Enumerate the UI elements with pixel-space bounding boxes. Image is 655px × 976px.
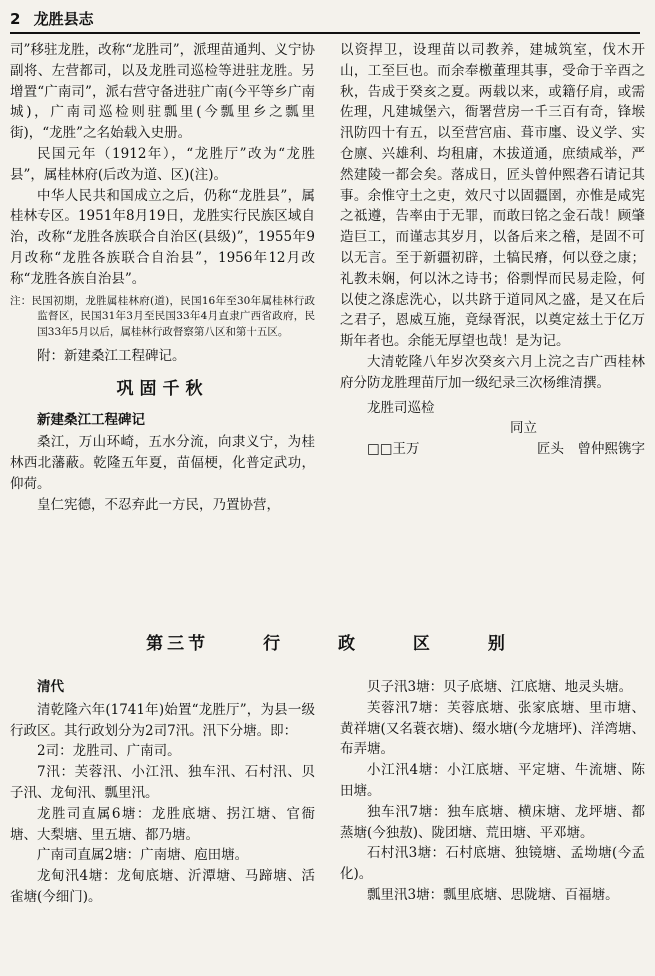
paragraph: 小江汛4塘：小江底塘、平定塘、牛流塘、陈田塘。 <box>340 762 645 799</box>
paragraph: 2司：龙胜司、广南司。 <box>37 743 181 760</box>
paragraph: 芙蓉汛7塘：芙蓉底塘、张家底塘、里市塘、黄祥塘(又名蓑衣塘)、缀水塘(今龙塘坪)、洋湾塘、布弄塘。 <box>340 699 645 758</box>
inscription-motto: 巩固千秋 <box>116 378 209 399</box>
section-title <box>0 629 655 654</box>
page-number: 2 <box>10 10 21 28</box>
paragraph: 以资捍卫，设理苗以司教养，建城筑室，伐木开山，工至巨也。而余奉檄董理其事，受命于辛酉之秋，告成于癸亥之夏。两载以来，或籍仔肩，或需佐理，凡建城堡六，衙署营房一千三百有奇，锋堠汛防四十有五，以至营宫庙、葺市廛、设义学、实仓廪、兴雄利、均租庸，木拔道通，庶绩咸举，严然建陵一都会矣。落成日，匠头曾仲熙砻石请记其事。余惟守土之吏，效尺寸以固疆圉，亦惟是咸宪之祗遵，告率由于无罪，而敢曰铭之金石哉！顾肇造巨工，而谨志其岁月，以备后来之稽，是固不可以无言。至于新疆初辟，土犒民瘠，何以登之康；礼教未娴，何以沐之诗书；俗剽悍而民易走险，何以使之涤虑洗心，以共跻于道同风之盛，是又在后之君子，恩威互施，竟绿胥泯，以奠定兹土于亿万斯年者也。余能无厚望也哉！是为记。 <box>340 42 645 350</box>
bottom-left-column <box>10 677 315 908</box>
signature-row <box>340 439 645 460</box>
paragraph: 瓢里汛3塘：瓢里底塘、思陇塘、百福塘。 <box>367 886 619 903</box>
signature-line: 龙胜司巡检 <box>367 399 435 416</box>
signature-name: □□王万 <box>367 441 420 458</box>
signature-line: 同立 <box>510 420 537 437</box>
book-title: 龙胜县志 <box>33 10 94 28</box>
appendix-line: 附：新建桑江工程碑记。 <box>37 348 186 365</box>
section-word: 行 <box>263 634 285 654</box>
left-column <box>10 40 315 516</box>
section-number: 第三节 <box>146 634 210 654</box>
paragraph: 民国元年（1912年），“龙胜厅”改为“龙胜县”，属桂林府(后改为道、区)(注)。 <box>10 145 315 183</box>
paragraph: 石村汛3塘：石村底塘、独镜塘、孟坳塘(今孟化)。 <box>340 845 645 883</box>
paragraph: 龙甸汛4塘：龙甸底塘、沂潭塘、马蹄塘、活雀塘(今细门)。 <box>10 868 315 905</box>
right-column <box>340 40 645 460</box>
dynasty-heading: 清代 <box>37 679 64 695</box>
paragraph: 贝子汛3塘：贝子底塘、江底塘、地灵头塘。 <box>367 679 633 695</box>
paragraph: 龙胜司直属6塘：龙胜底塘、拐江塘、官衙塘、大梨塘、里五塘、都乃塘。 <box>10 805 315 843</box>
paragraph: 桑江，万山环崎，五水分流，向隶义宁，为桂林西北藩蔽。乾隆五年夏，苗偪梗，化普定武功，仰荷。 <box>10 434 315 493</box>
bottom-right-column <box>340 677 645 906</box>
paragraph: 独车汛7塘：独车底塘、横床塘、龙坪塘、都蒸塘(今独敖)、陇团塘、荒田塘、平邓塘。 <box>340 803 645 841</box>
footnote: 注：民国初期，龙胜属桂林府(道)，民国16年至30年属桂林行政监督区，民国31年3月至民国33年4月直隶广西省政府，民国33年5月以后，属桂林行政督察第八区和第十五区。 <box>10 294 315 338</box>
paragraph: 7汛：芙蓉汛、小江汛、独车汛、石村汛、贝子汛、龙甸汛、瓢里汛。 <box>10 764 315 801</box>
paragraph: 清乾隆六年(1741年)始置“龙胜厅”，为县一级行政区。其行政划分为2司7汛。汛下分塘。即： <box>10 701 315 739</box>
paragraph: 司”移驻龙胜，改称“龙胜司”，派理苗通判、义宁协副将、左营都司，以及龙胜司巡检等进驻龙胜。另增置“广南司”，派右营守备进驻广南(今平等乡广南城)，广南司巡检则驻瓢里(今瓢里乡之瓢里街)，“龙胜”之名始载入史册。 <box>10 42 315 142</box>
section-word: 区 <box>412 634 434 654</box>
paragraph: 皇仁宪德，不忍弃此一方民，乃置协营， <box>37 496 280 513</box>
section-word: 别 <box>487 634 509 654</box>
signature-carver: 匠头 曾仲熙镌字 <box>537 441 645 458</box>
section-word: 政 <box>338 634 359 654</box>
paragraph: 中华人民共和国成立之后，仍称“龙胜县”，属桂林专区。1951年8月19日，龙胜实行民族区域自治，改称“龙胜各族联合自治区(县级)”，1955年9月改称“龙胜各族联合自治县”，1956年12月改称“龙胜各族自治县”。 <box>10 187 315 287</box>
stele-title: 新建桑江工程碑记 <box>37 411 145 428</box>
paragraph: 大清乾隆八年岁次癸亥六月上浣之吉广西桂林府分防龙胜理苗厅加一级纪录三次杨维清撰。 <box>340 353 645 391</box>
running-head <box>10 8 640 34</box>
paragraph: 广南司直属2塘：广南塘、庖田塘。 <box>37 847 249 864</box>
